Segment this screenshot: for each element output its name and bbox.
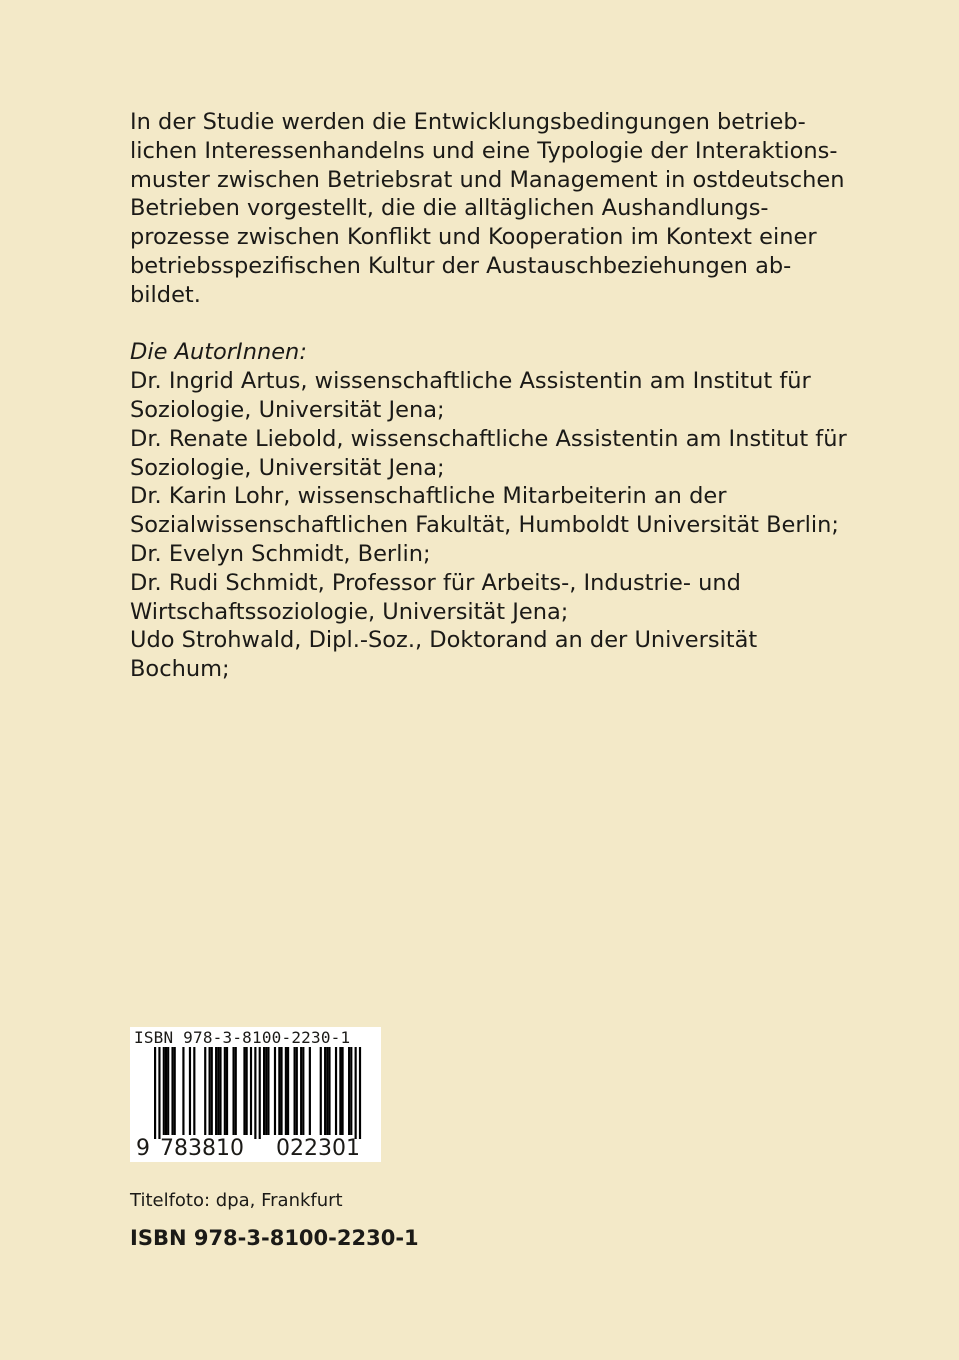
barcode-bar <box>182 1047 184 1135</box>
barcode-bar <box>287 1047 289 1135</box>
isbn-barcode <box>130 1027 381 1162</box>
barcode-bar <box>328 1047 330 1135</box>
barcode-bar <box>350 1047 352 1135</box>
description-line: prozesse zwischen Konflikt und Kooperation im Kontext einer <box>130 224 817 251</box>
barcode-bar <box>224 1047 226 1135</box>
barcode-bar <box>296 1047 298 1135</box>
barcode-bar <box>226 1047 228 1135</box>
barcode-guard-bar <box>154 1047 156 1139</box>
barcode-guard-bar <box>359 1047 361 1139</box>
barcode-bar <box>250 1047 252 1135</box>
description-line: bildet. <box>130 281 201 308</box>
barcode-bar <box>265 1047 267 1135</box>
barcode-bar <box>339 1047 341 1135</box>
barcode-left-digits: 783810 <box>160 1136 244 1161</box>
author-line: Udo Strohwald, Dipl.-Soz., Doktorand an der Universität <box>130 627 758 654</box>
barcode-bar <box>217 1047 219 1135</box>
author-line: Dr. Ingrid Artus, wissenschaftliche Assistentin am Institut für <box>130 368 811 395</box>
barcode-bar <box>193 1047 195 1135</box>
isbn-text: ISBN 978-3-8100-2230-1 <box>130 1226 419 1250</box>
barcode-isbn-label: ISBN 978-3-8100-2230-1 <box>134 1028 351 1047</box>
barcode-bar <box>348 1047 350 1135</box>
barcode-bar <box>274 1047 276 1135</box>
barcode-bar <box>246 1047 248 1135</box>
barcode-bar <box>309 1047 311 1135</box>
barcode-bar <box>267 1047 269 1135</box>
author-line: Bochum; <box>130 656 230 683</box>
author-line: Dr. Renate Liebold, wissenschaftliche Assistentin am Institut für <box>130 425 847 452</box>
barcode-bar <box>294 1047 296 1135</box>
main-text <box>130 108 870 684</box>
barcode-right-digits: 022301 <box>276 1136 360 1161</box>
barcode-bar <box>167 1047 169 1135</box>
barcode-bar <box>278 1047 280 1135</box>
description-line: betriebsspezifischen Kultur der Austauschbeziehungen ab- <box>130 252 792 279</box>
barcode-bar <box>215 1047 217 1135</box>
description-line: lichen Interessenhandelns und eine Typologie der Interaktions- <box>130 137 838 164</box>
barcode-lead-digit: 9 <box>136 1136 150 1161</box>
authors-heading: Die AutorInnen: <box>130 339 307 366</box>
author-line: Dr. Evelyn Schmidt, Berlin; <box>130 540 431 567</box>
description-line: In der Studie werden die Entwicklungsbedingungen betrieb- <box>130 109 806 135</box>
author-line: Soziologie, Universität Jena; <box>130 454 445 481</box>
barcode-bar <box>235 1047 237 1135</box>
photo-credit: Titelfoto: dpa, Frankfurt <box>130 1190 343 1211</box>
barcode-bar <box>341 1047 343 1135</box>
barcode-bar <box>285 1047 287 1135</box>
barcode-bar <box>243 1047 245 1135</box>
author-line: Dr. Karin Lohr, wissenschaftliche Mitarbeiterin an der <box>130 483 727 510</box>
paragraph-gap <box>130 310 870 339</box>
barcode-bar <box>163 1047 165 1135</box>
barcode-bar <box>263 1047 265 1135</box>
barcode-bar <box>320 1047 322 1135</box>
barcode-bar <box>189 1047 191 1135</box>
barcode-guard-bar <box>259 1047 261 1139</box>
author-line: Wirtschaftssoziologie, Universität Jena; <box>130 598 569 625</box>
barcode-bar <box>211 1047 213 1135</box>
barcode-bar <box>209 1047 211 1135</box>
barcode-bar <box>335 1047 337 1135</box>
description-line: muster zwischen Betriebsrat und Management in ostdeutschen <box>130 166 845 193</box>
barcode-bar <box>171 1047 173 1135</box>
barcode-bar <box>280 1047 282 1135</box>
barcode-guard-bar <box>254 1047 256 1139</box>
barcode-bar <box>324 1047 326 1135</box>
author-line: Soziologie, Universität Jena; <box>130 396 445 423</box>
barcode-guard-bar <box>158 1047 160 1139</box>
author-line: Sozialwissenschaftlichen Fakultät, Humboldt Universität Berlin; <box>130 512 839 539</box>
barcode-bar <box>302 1047 304 1135</box>
barcode-bar <box>326 1047 328 1135</box>
barcode-bar <box>300 1047 302 1135</box>
barcode-guard-bar <box>355 1047 357 1139</box>
barcode-bar <box>174 1047 176 1135</box>
barcode-bar <box>232 1047 234 1135</box>
author-line: Dr. Rudi Schmidt, Professor für Arbeits-, Industrie- und <box>130 569 741 596</box>
barcode-bar <box>204 1047 206 1135</box>
description-line: Betrieben vorgestellt, die die alltäglichen Aushandlungs- <box>130 195 769 222</box>
barcode-bar <box>219 1047 221 1135</box>
barcode-bar <box>165 1047 167 1135</box>
